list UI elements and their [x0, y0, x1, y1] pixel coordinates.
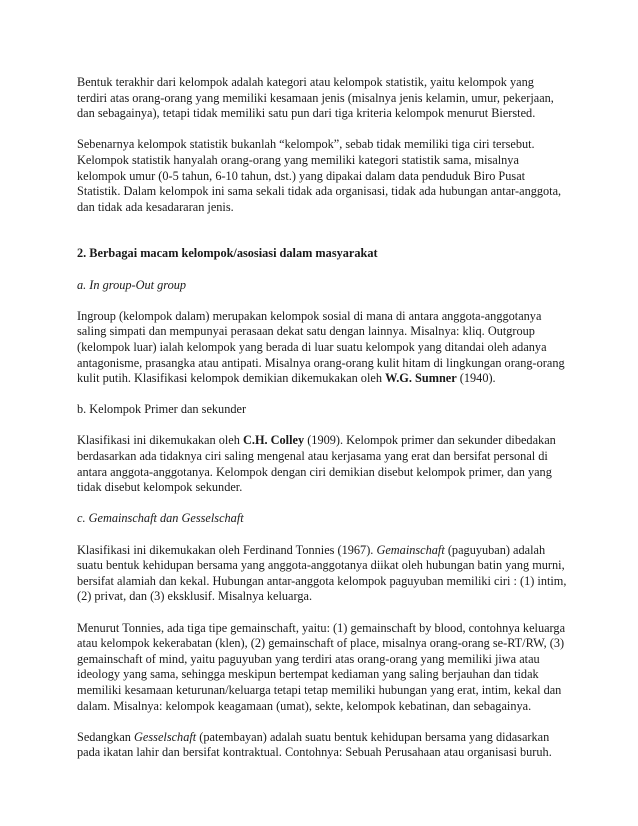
author-name-sumner: W.G. Sumner [385, 371, 457, 386]
text-span: Klasifikasi ini dikemukakan oleh Ferdinand Tonnies (1967). [77, 542, 377, 557]
section-heading: 2. Berbagai macam kelompok/asosiasi dalam masyarakat [77, 246, 378, 261]
author-name-colley: C.H. Colley [242, 433, 305, 448]
paragraph-statistical-group: Bentuk terakhir dari kelompok adalah kategori atau kelompok statistik, yaitu kelompok yang terdiri atas orang-orang yang memiliki kesamaan jenis (misalnya jenis kelamin, umur, pekerjaan, dan sebagainya), tetapi tidak memiliki satu pun dari tiga kriteria kelompok menurut Biersted. [77, 75, 554, 121]
paragraph-gemainschaft [77, 543, 567, 605]
text-span: (paguyuban) adalah suatu bentuk kehidupan bersama yang anggota-anggotanya diikat oleh hubungan batin yang murni, bersifat alamiah dan kekal. Hubungan antar-anggota kelompok paguyuban memiliki ciri : (1) intim, (2) privat, dan (3) eksklusif. Misalnya keluarga. [77, 542, 567, 604]
text-span: Sedangkan [77, 729, 135, 744]
text-span: Ingroup (kelompok dalam) merupakan kelompok sosial di mana di antara anggota-anggotanya saling simpati dan mempunyai perasaan dekat satu dengan lainnya. Misalnya: kliq. Outgroup (kelompok luar) ialah kelompok yang berada di luar suatu kelompok yang ditandai oleh adanya antagonisme, prasangka atau antipati. Misalnya orang-orang kulit hitam di lingkungan orang-orang kulit putih. Klasifikasi kelompok demikian dikemukakan oleh [77, 308, 565, 386]
paragraph-gesselschaft [77, 730, 567, 761]
document-page [77, 75, 567, 777]
subheading-ingroup-outgroup: a. In group-Out group [77, 277, 187, 292]
paragraph-primary-secondary [77, 433, 567, 495]
paragraph-gemainschaft-types: Menurut Tonnies, ada tiga tipe gemainschaft, yaitu: (1) gemainschaft by blood, contohnya keluarga atau kelompok kekerabatan (klen), (2) gemainschaft of place, misalnya orang-orang se-RT/RW, (3) gemainschaft of mind, yaitu paguyuban yang terdiri atas orang-orang yang memiliki jiwa atau ideology yang sama, sehingga meskipun bertempat kediaman yang saling berjauhan dan tidak memiliki kesamaan keturunan/keluarga tetapi tetap memiliki hubungan yang erat, intim, kekal dan dalam. Misalnya: kelompok keagamaan (umat), sekte, kelompok kebatinan, dan sebagainya. [77, 620, 566, 713]
term-gesselschaft: Gesselschaft [134, 729, 197, 744]
text-span: (patembayan) adalah suatu bentuk kehidupan bersama yang didasarkan pada ikatan lahir dan bersifat kontraktual. Contohnya: Sebuah Perusahaan atau organisasi buruh. [77, 729, 552, 760]
text-span: Klasifikasi ini dikemukakan oleh [77, 433, 243, 448]
text-span: (1909). Kelompok primer dan sekunder dibedakan berdasarkan ada tidaknya ciri saling mengenal atau kerjasama yang erat dan bersifat personal di antara anggota-anggotanya. Kelompok dengan ciri demikian disebut kelompok primer, dan yang tidak disebut kelompok sekunder. [77, 433, 556, 495]
term-gemainschaft: Gemainschaft [376, 542, 445, 557]
paragraph-statistical-group-explained: Sebenarnya kelompok statistik bukanlah “kelompok”, sebab tidak memiliki tiga ciri tersebut. Kelompok statistik hanyalah orang-orang yang memiliki kategori statistik sama, misalnya kelompok umur (0-5 tahun, 6-10 tahun, dst.) yang dipakai dalam data penduduk Biro Pusat Statistik. Dalam kelompok ini sama sekali tidak ada organisasi, tidak ada hubungan antar-anggota, dan tidak ada kesadararan jenis. [77, 137, 562, 214]
subheading-primary-secondary: b. Kelompok Primer dan sekunder [77, 402, 247, 417]
text-span: (1940). [456, 371, 496, 386]
subheading-gemainschaft: c. Gemainschaft dan Gesselschaft [77, 511, 244, 526]
paragraph-ingroup [77, 309, 567, 387]
